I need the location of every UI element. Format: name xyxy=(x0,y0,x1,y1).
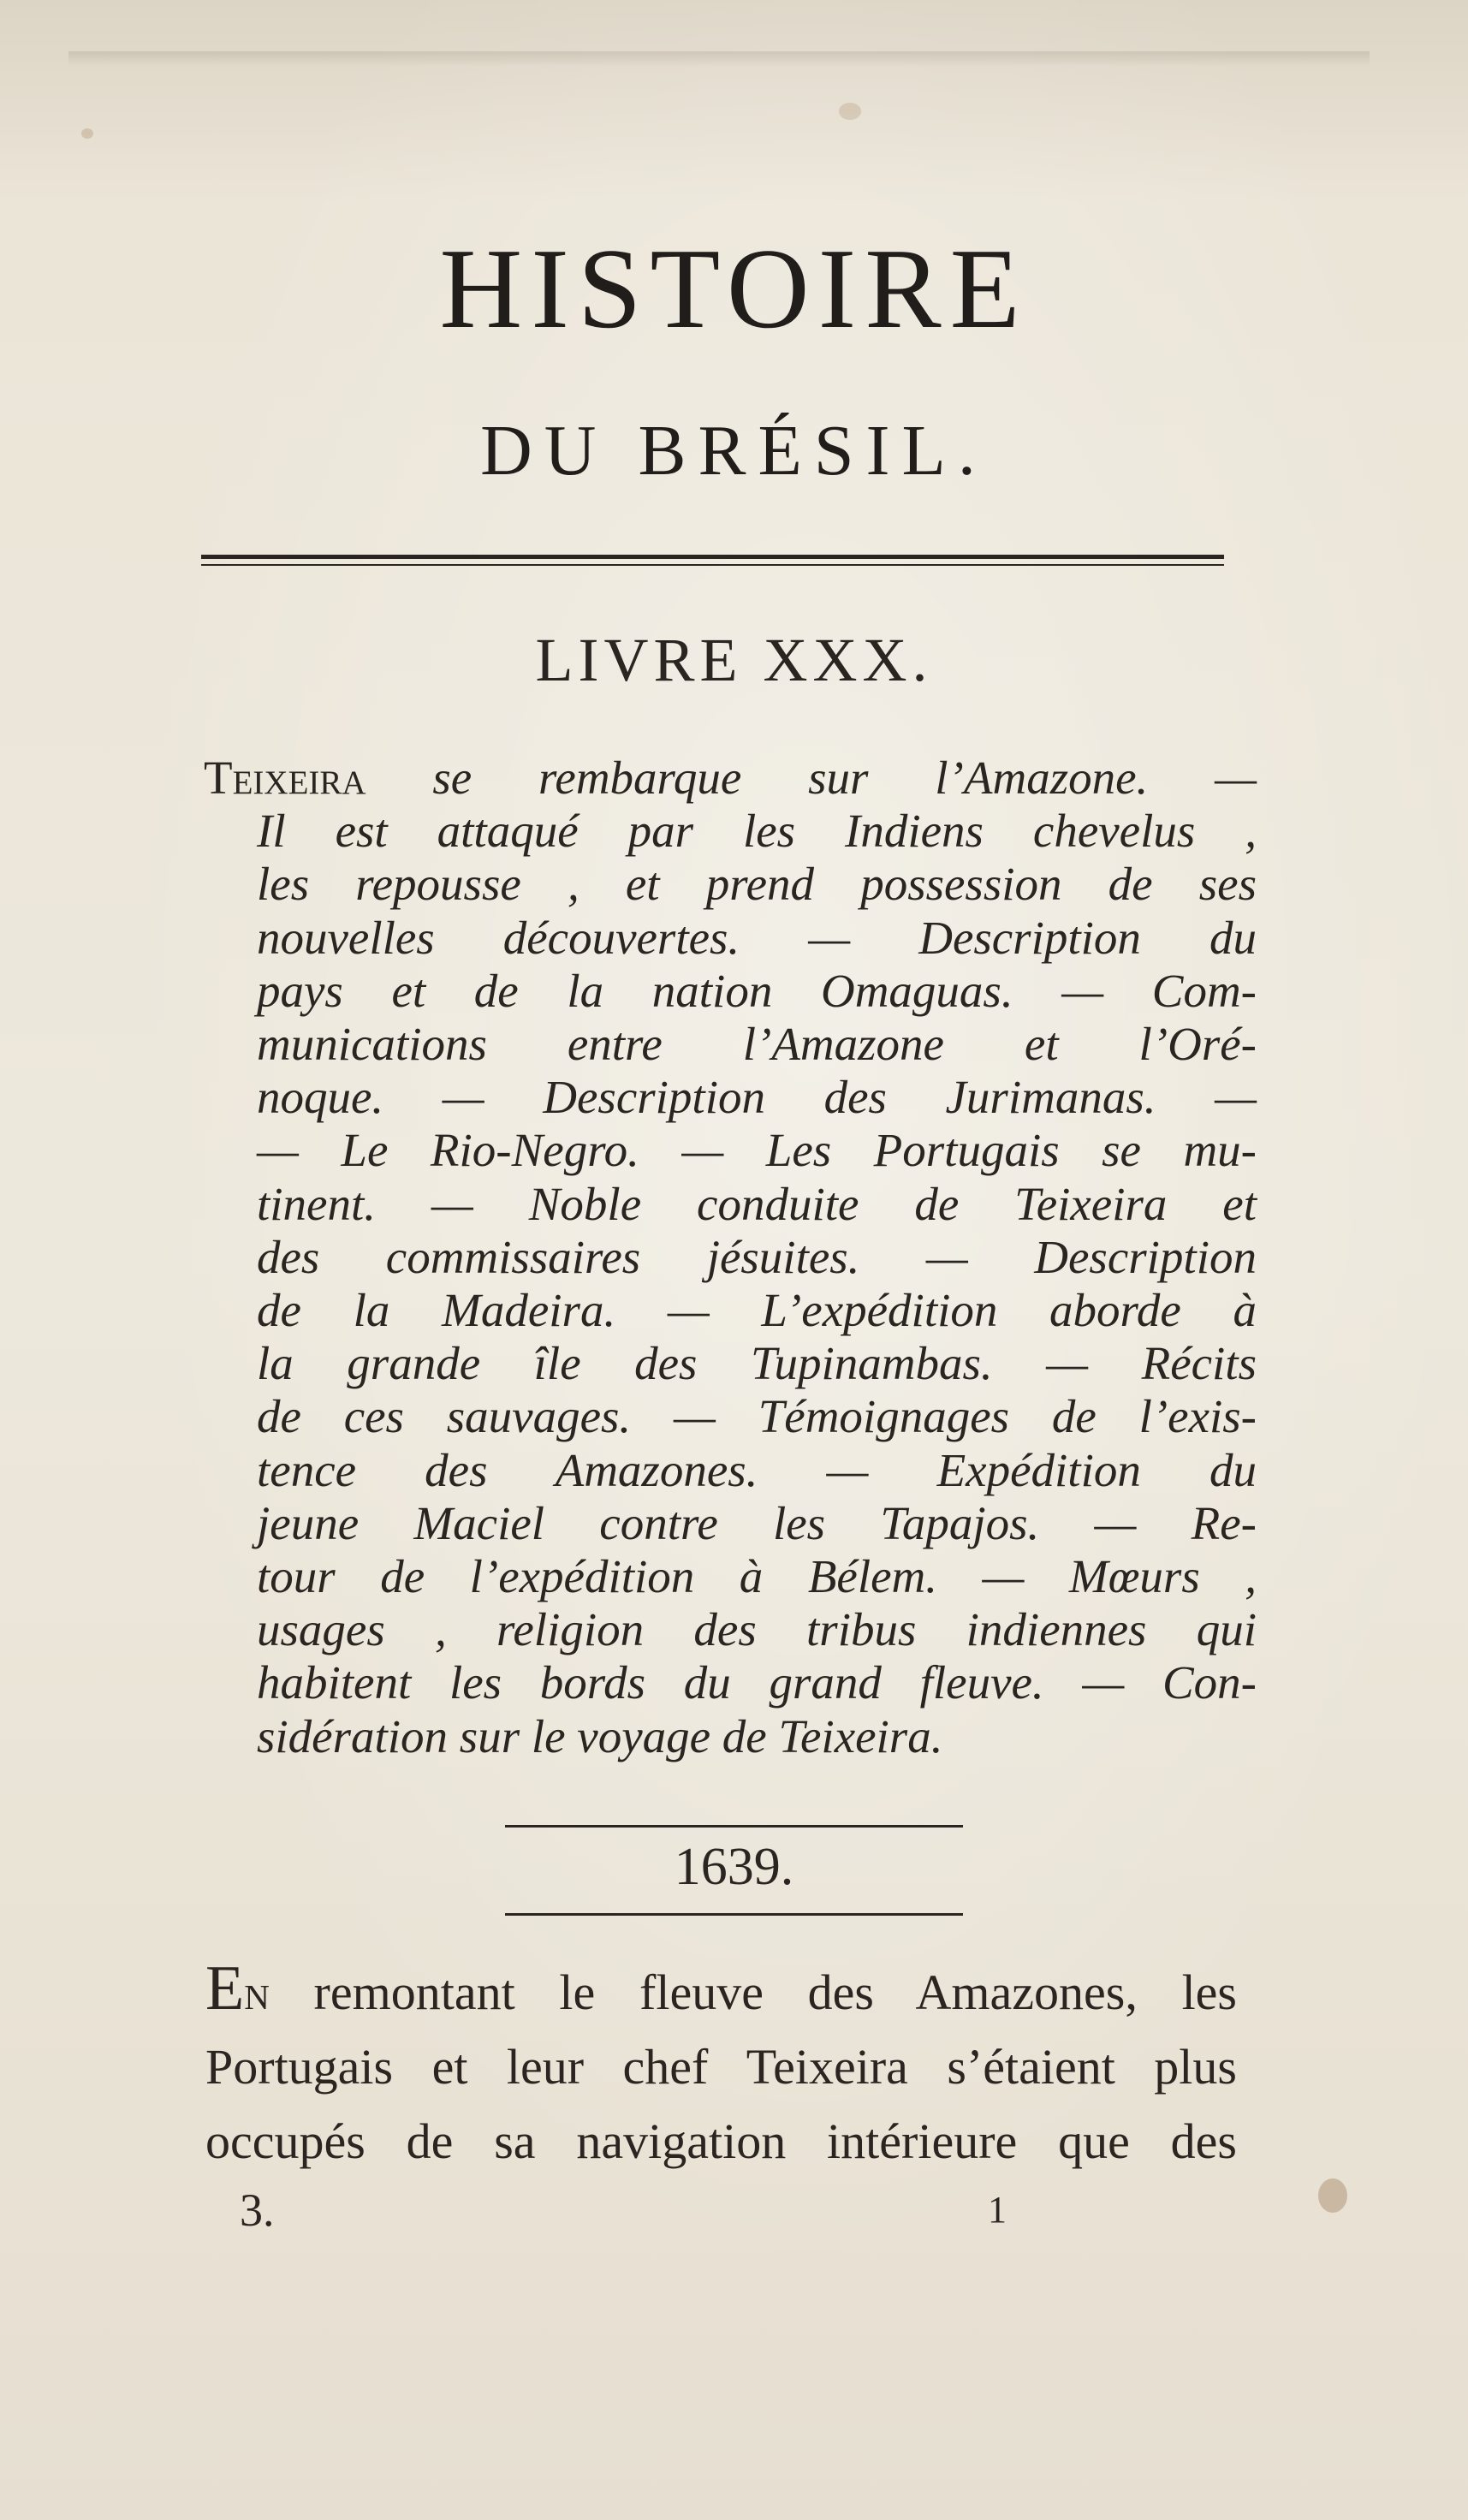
summary-first-word: Teixeira xyxy=(204,752,366,804)
summary-line: tinent. — Noble conduite de Teixeira et xyxy=(257,1177,1257,1230)
first-word-rest: n xyxy=(244,1964,270,2020)
body-paragraph xyxy=(205,1952,1237,2178)
summary-line: sidération sur le voyage de Teixeira. xyxy=(257,1709,943,1762)
summary-line: Il est attaqué par les Indiens chevelus , xyxy=(257,805,1257,858)
summary-line: des commissaires jésuites. — Description xyxy=(257,1230,1257,1283)
foxing-spot xyxy=(81,128,93,139)
summary-line: pays et de la nation Omaguas. — Com- xyxy=(257,964,1257,1017)
page-number: 1 xyxy=(988,2189,1007,2231)
chapter-summary xyxy=(204,752,1257,1763)
page-title: HISTOIRE xyxy=(439,225,1029,352)
summary-line: munications entre l’Amazone et l’Oré- xyxy=(257,1018,1257,1071)
summary-line: les repousse , et prend possession de ses xyxy=(257,858,1257,911)
summary-line: noque. — Description des Jurimanas. — xyxy=(257,1071,1257,1124)
summary-line: habitent les bords du grand fleuve. — Con- xyxy=(257,1656,1257,1709)
year-label: 1639. xyxy=(674,1838,794,1896)
body-line-text: remontant le fleuve des Amazones, les xyxy=(269,1964,1237,2020)
rule-thick-line xyxy=(201,555,1224,559)
rule-thin-line xyxy=(201,564,1224,566)
summary-line: jeune Maciel contre les Tapajos. — Re- xyxy=(257,1496,1257,1549)
summary-line: usages , religion des tribus indiennes qui xyxy=(257,1603,1257,1656)
summary-line: la grande île des Tupinambas. — Récits xyxy=(257,1337,1257,1390)
double-rule-divider xyxy=(201,555,1224,572)
body-line xyxy=(205,1952,1237,2030)
year-rule-top xyxy=(505,1825,963,1828)
page-fold-shadow xyxy=(68,51,1370,67)
signature-mark: 3. xyxy=(240,2184,275,2236)
ink-stain xyxy=(1318,2178,1347,2213)
year-rule-bottom xyxy=(505,1913,963,1916)
page-subtitle: DU BRÉSIL. xyxy=(480,411,988,490)
body-line: occupés de sa navigation intérieure que des xyxy=(205,2113,1237,2169)
body-line: Portugais et leur chef Teixeira s’étaient plus xyxy=(205,2039,1237,2095)
summary-line: tour de l’expédition à Bélem. — Mœurs , xyxy=(257,1550,1257,1603)
summary-line: — Le Rio-Negro. — Les Portugais se mu- xyxy=(257,1124,1257,1177)
summary-line-text: se rembarque sur l’Amazone. — xyxy=(366,752,1257,804)
summary-line: nouvelles découvertes. — Description du xyxy=(257,911,1257,964)
summary-line: de ces sauvages. — Témoignages de l’exis- xyxy=(257,1390,1257,1443)
book-heading: LIVRE XXX. xyxy=(535,626,933,694)
drop-initial: E xyxy=(205,1953,245,2024)
foxing-spot xyxy=(839,103,861,120)
summary-line xyxy=(204,752,1257,805)
summary-line: de la Madeira. — L’expédition aborde à xyxy=(257,1284,1257,1337)
summary-line: tence des Amazones. — Expédition du xyxy=(257,1443,1257,1496)
